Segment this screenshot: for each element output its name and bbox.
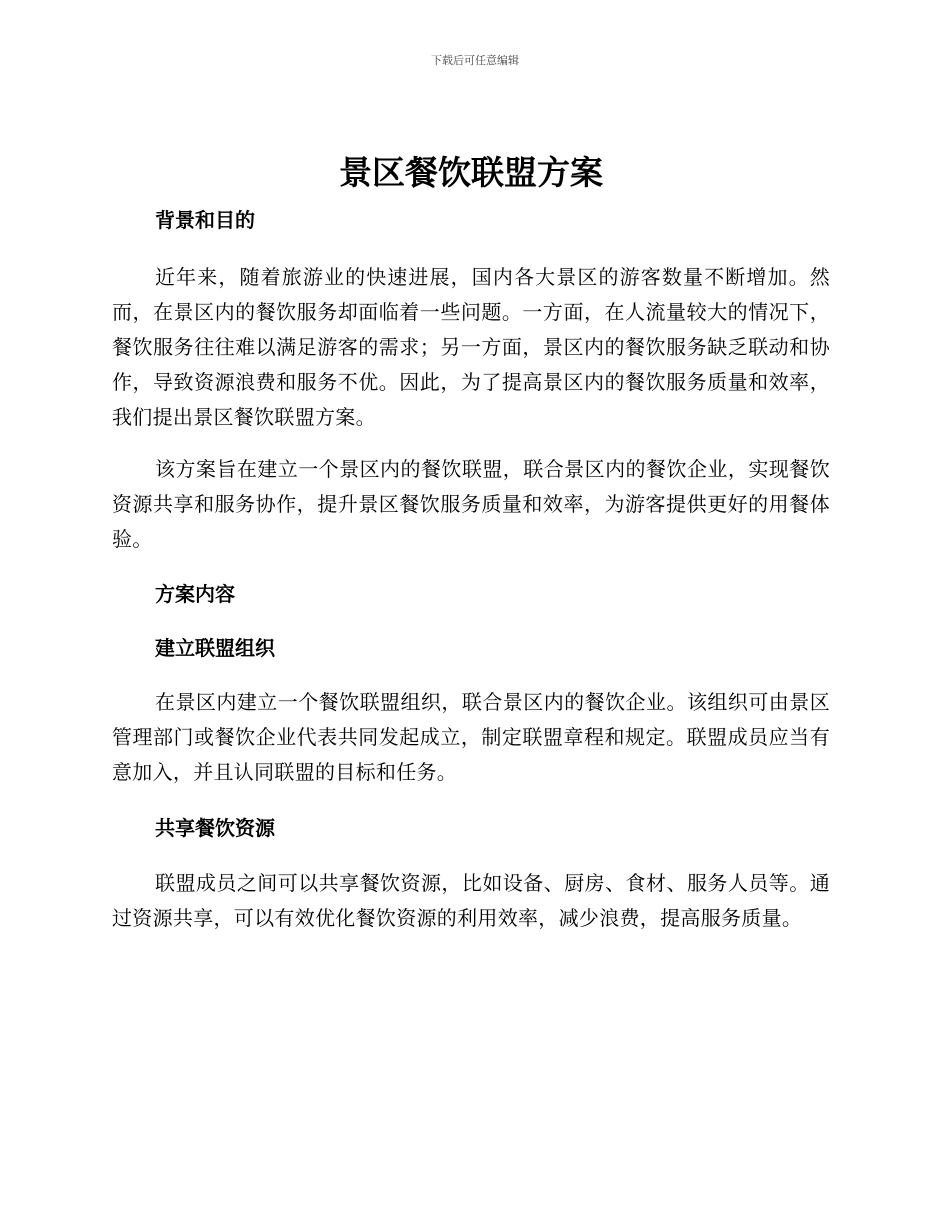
paragraph-background-1: 近年来，随着旅游业的快速进展，国内各大景区的游客数量不断增加。然而，在景区内的餐饮服务却面临着一些问题。一方面，在人流量较大的情况下，餐饮服务往往难以满足游客的需求；另一方面，景区内的餐饮服务缺乏联动和协作，导致资源浪费和服务不优。因此，为了提高景区内的餐饮服务质量和效率，我们提出景区餐饮联盟方案。 <box>112 265 830 429</box>
paragraph-build-alliance: 在景区内建立一个餐饮联盟组织，联合景区内的餐饮企业。该组织可由景区管理部门或餐饮企业代表共同发起成立，制定联盟章程和规定。联盟成员应当有意加入，并且认同联盟的目标和任务。 <box>112 690 830 784</box>
paragraph-share-resources: 联盟成员之间可以共享餐饮资源，比如设备、厨房、食材、服务人员等。通过资源共享，可以有效优化餐饮资源的利用效率，减少浪费，提高服务质量。 <box>112 871 830 930</box>
document-title: 景区餐饮联盟方案 <box>339 153 603 192</box>
paragraph-background-2: 该方案旨在建立一个景区内的餐饮联盟，联合景区内的餐饮企业，实现餐饮资源共享和服务协作，提升景区餐饮服务质量和效率，为游客提供更好的用餐体验。 <box>112 457 830 551</box>
section-heading-share-resources: 共享餐饮资源 <box>155 816 275 840</box>
section-heading-background: 背景和目的 <box>155 208 255 232</box>
page-header-note: 下载后可任意编辑 <box>431 54 519 67</box>
section-heading-build-alliance: 建立联盟组织 <box>155 636 275 660</box>
document-body <box>112 150 830 936</box>
section-heading-plan-content: 方案内容 <box>155 582 235 606</box>
